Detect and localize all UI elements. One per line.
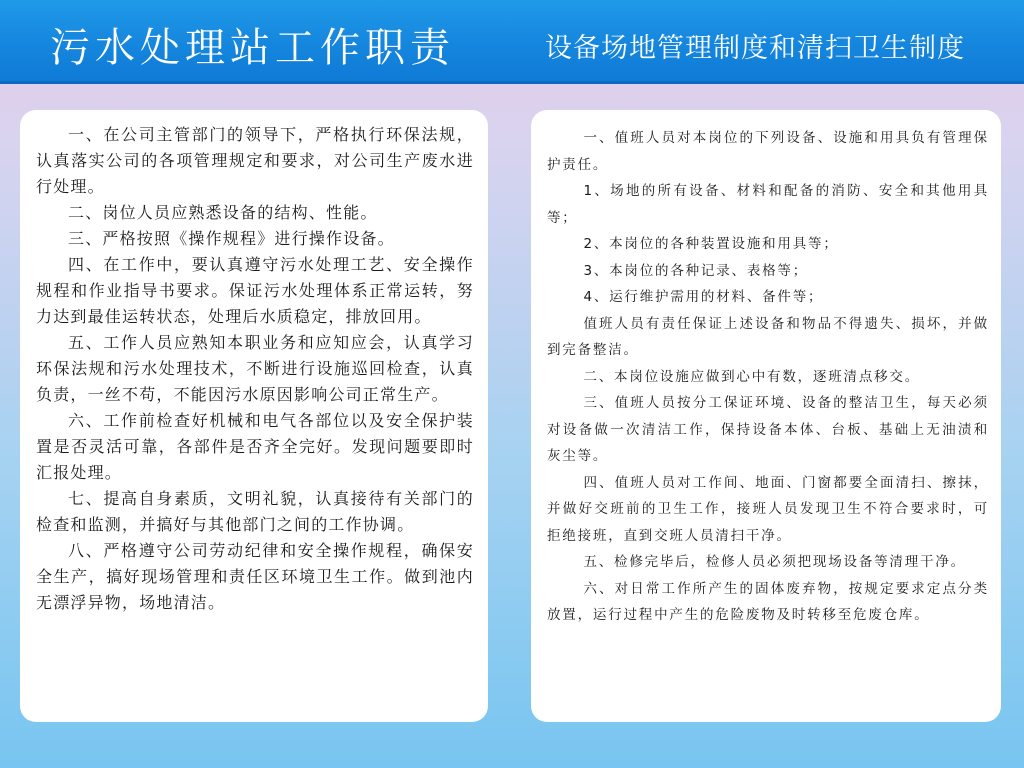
duty-paragraph: 七、提高自身素质，文明礼貌，认真接待有关部门的检查和监测，并搞好与其他部门之间的工作协调。 bbox=[36, 489, 474, 534]
duty-paragraph: 三、严格按照《操作规程》进行操作设备。 bbox=[68, 229, 395, 248]
rules-panel bbox=[531, 110, 1001, 722]
duty-paragraph: 二、岗位人员应熟悉设备的结构、性能。 bbox=[68, 203, 378, 222]
duty-paragraph: 五、工作人员应熟知本职业务和应知应会，认真学习环保法规和污水处理技术，不断进行设施巡回检查，认真负责，一丝不苟，不能因污水原因影响公司正常生产。 bbox=[36, 333, 474, 404]
rule-paragraph: 2、本岗位的各种装置设施和用具等； bbox=[583, 236, 839, 252]
rule-paragraph: 四、值班人员对工作间、地面、门窗都要全面清扫、擦抹，并做好交班前的卫生工作，接班人员发现卫生不符合要求时，可拒绝接班，直到交班人员清扫干净。 bbox=[547, 474, 989, 544]
duty-paragraph: 四、在工作中，要认真遵守污水处理工艺、安全操作规程和作业指导书要求。保证污水处理体系正常运转，努力达到最佳运转状态，处理后水质稳定，排放回用。 bbox=[36, 255, 474, 326]
rule-paragraph: 二、本岗位设施应做到心中有数，逐班清点移交。 bbox=[583, 368, 921, 385]
rule-paragraph: 4、运行维护需用的材料、备件等； bbox=[583, 289, 824, 305]
header-bar bbox=[0, 0, 1024, 84]
rule-paragraph: 三、值班人员按分工保证环境、设备的整洁卫生，每天必须对设备做一次清洁工作，保持设备本体、台板、基础上无油渍和灰尘等。 bbox=[547, 395, 989, 464]
right-title: 设备场地管理制度和清扫卫生制度 bbox=[545, 33, 965, 64]
left-title: 污水处理站工作职责 bbox=[50, 25, 455, 71]
duty-paragraph: 八、严格遵守公司劳动纪律和安全操作规程，确保安全生产，搞好现场管理和责任区环境卫生工作。做到池内无漂浮异物，场地清洁。 bbox=[36, 541, 474, 612]
rule-paragraph: 值班人员有责任保证上述设备和物品不得遗失、损坏，并做到完备整洁。 bbox=[547, 315, 989, 358]
rule-paragraph: 五、检修完毕后，检修人员必须把现场设备等清理干净。 bbox=[583, 554, 966, 570]
rule-paragraph: 六、对日常工作所产生的固体废弃物，按规定要求定点分类放置，运行过程中产生的危险废物及时转移至危废仓库。 bbox=[547, 580, 989, 623]
duties-panel bbox=[20, 110, 488, 722]
rule-paragraph: 一、值班人员对本岗位的下列设备、设施和用具负有管理保护责任。 bbox=[547, 130, 989, 173]
duty-paragraph: 六、工作前检查好机械和电气各部位以及安全保护装置是否灵活可靠，各部件是否齐全完好。发现问题要即时汇报处理。 bbox=[36, 411, 474, 482]
duty-paragraph: 一、在公司主管部门的领导下，严格执行环保法规，认真落实公司的各项管理规定和要求，对公司生产废水进行处理。 bbox=[36, 125, 474, 196]
rule-paragraph: 3、本岗位的各种记录、表格等； bbox=[583, 262, 809, 279]
rule-paragraph: 1、场地的所有设备、材料和配备的消防、安全和其他用具等； bbox=[547, 183, 989, 226]
